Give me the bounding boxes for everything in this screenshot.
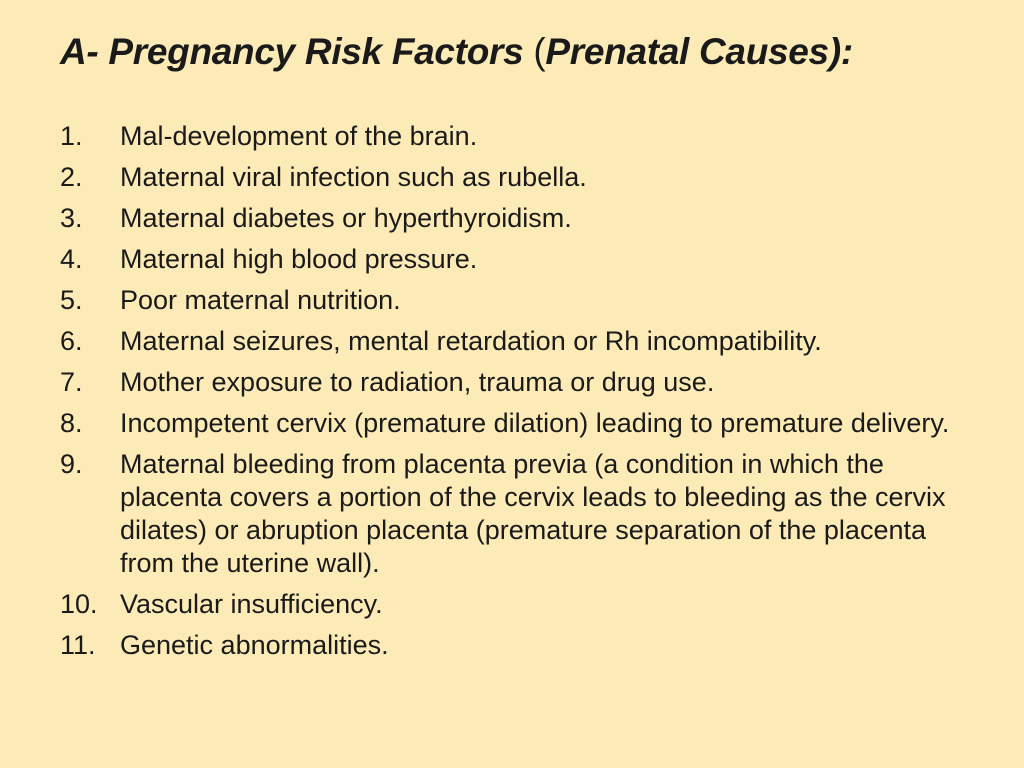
list-item xyxy=(60,284,960,317)
item-text: Poor maternal nutrition. xyxy=(120,285,401,315)
item-number: 9. xyxy=(60,449,83,479)
item-text: Maternal high blood pressure. xyxy=(120,244,478,274)
item-number: 7. xyxy=(60,367,83,397)
list-item xyxy=(60,161,960,194)
item-text: Maternal viral infection such as rubella. xyxy=(120,162,587,192)
list-item xyxy=(60,366,960,399)
title-sub: Prenatal Causes): xyxy=(545,31,853,72)
list-item xyxy=(60,120,960,153)
list-item xyxy=(60,202,960,235)
item-number: 3. xyxy=(60,203,83,233)
item-text: Incompetent cervix (premature dilation) leading to premature delivery. xyxy=(120,408,950,438)
item-number: 11. xyxy=(60,630,96,660)
list-item xyxy=(60,407,960,440)
item-number: 8. xyxy=(60,408,83,438)
item-text: Mother exposure to radiation, trauma or drug use. xyxy=(120,367,715,397)
item-text: Maternal diabetes or hyperthyroidism. xyxy=(120,203,572,233)
slide-title xyxy=(60,26,853,78)
risk-factor-list xyxy=(60,120,960,670)
list-item xyxy=(60,588,960,621)
item-text: Genetic abnormalities. xyxy=(120,630,389,660)
item-text: Mal-development of the brain. xyxy=(120,121,478,151)
item-number: 1. xyxy=(60,121,83,151)
item-text: Vascular insufficiency. xyxy=(120,589,383,619)
list-item xyxy=(60,243,960,276)
list-item xyxy=(60,629,960,662)
item-text: Maternal bleeding from placenta previa (a condition in which the placenta covers a portion of the cervix leads to bleeding as the cervix dilates) or abruption placenta (premature separation of the placenta from the uterine wall). xyxy=(120,449,946,578)
list-item xyxy=(60,448,960,580)
item-number: 2. xyxy=(60,162,83,192)
title-main: A- Pregnancy Risk Factors xyxy=(60,31,524,72)
item-number: 6. xyxy=(60,326,83,356)
title-open-paren: ( xyxy=(533,31,546,72)
list-item xyxy=(60,325,960,358)
item-number: 4. xyxy=(60,244,83,274)
item-number: 5. xyxy=(60,285,83,315)
item-number: 10. xyxy=(60,589,98,619)
item-text: Maternal seizures, mental retardation or Rh incompatibility. xyxy=(120,326,822,356)
